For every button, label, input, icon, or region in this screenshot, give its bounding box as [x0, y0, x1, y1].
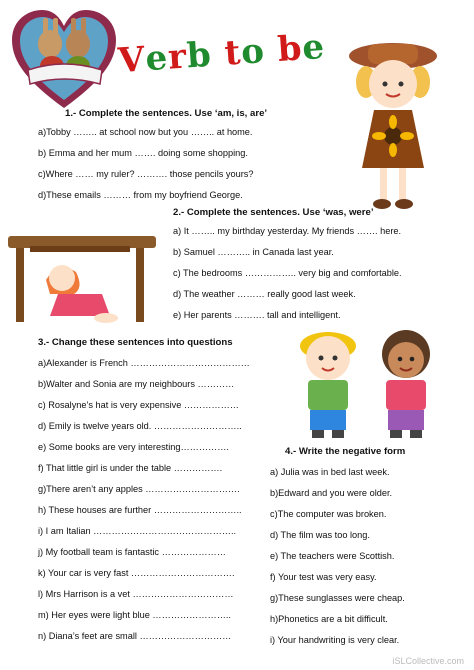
section-1-item: d)These emails ……… from my boyfriend George.: [38, 190, 243, 200]
title-letter: b: [185, 34, 214, 77]
title-letter: e: [301, 26, 327, 69]
section-1-item: c)Where …… my ruler? ………. those pencils yours?: [38, 169, 254, 179]
section-2-item: c) The bedrooms …………….. very big and comfortable.: [173, 268, 402, 278]
section-1-item: a)Tobby …….. at school now but you …….. at home.: [38, 127, 253, 137]
section-4-item: g)These sunglasses were cheap.: [270, 593, 405, 603]
section-3-item: j) My football team is fantastic …………………: [38, 547, 226, 557]
title-letter: V: [116, 39, 147, 82]
section-4-item: i) Your handwriting is very clear.: [270, 635, 400, 645]
section-2-heading: 2.- Complete the sentences. Use ‘was, were’: [173, 207, 374, 218]
section-3-item: n) Diana’s feet are small …………………………: [38, 631, 232, 641]
section-3-item: e) Some books are very interesting…………….: [38, 442, 229, 452]
section-3-heading: 3.- Change these sentences into questions: [38, 337, 233, 348]
title-letter: b: [276, 28, 304, 71]
section-1-heading: 1.- Complete the sentences. Use ‘am, is, are’: [65, 108, 268, 119]
section-4-item: a) Julia was in bed last week.: [270, 467, 390, 477]
section-4-item: e) The teachers were Scottish.: [270, 551, 395, 561]
title-letter: t: [223, 32, 243, 74]
section-4-item: d) The film was too long.: [270, 530, 370, 540]
section-3-item: f) That little girl is under the table …………….: [38, 463, 223, 473]
section-3-item: c) Rosalyne’s hat is very expensive ………………: [38, 400, 239, 410]
section-3-item: a)Alexander is French …………………………………: [38, 358, 250, 368]
title-letter: o: [239, 31, 267, 73]
section-2-item: b) Samuel ……….. in Canada last year.: [173, 247, 334, 257]
section-3-item: i) I am Italian ………………………………………..: [38, 526, 237, 536]
page-title: [117, 27, 327, 81]
footer-watermark: iSLCollective.com: [392, 656, 464, 666]
section-3-item: h) These houses are further ………………………..: [38, 505, 242, 515]
section-4-item: f) Your test was very easy.: [270, 572, 377, 582]
bunny-heart-illustration: [8, 4, 120, 116]
section-1-item: b) Emma and her mum ……. doing some shopping.: [38, 148, 248, 158]
section-2-item: a) It …….. my birthday yesterday. My friends ……. here.: [173, 226, 402, 236]
title-letter: r: [166, 36, 189, 78]
title-letter: e: [144, 37, 170, 80]
two-kids-illustration: [282, 318, 458, 440]
section-3-item: d) Emily is twelve years old. ………………………..: [38, 421, 242, 431]
section-4-item: b)Edward and you were older.: [270, 488, 393, 498]
section-4-item: c)The computer was broken.: [270, 509, 387, 519]
girl-under-table-illustration: [6, 232, 158, 324]
section-3-item: m) Her eyes were light blue ……………………..: [38, 610, 231, 620]
section-3-item: b)Walter and Sonia are my neighbours …………: [38, 379, 235, 389]
section-3-item: l) Mrs Harrison is a vet ……………………………: [38, 589, 234, 599]
section-4-item: h)Phonetics are a bit difficult.: [270, 614, 388, 624]
section-2-item: d) The weather ……… really good last week.: [173, 289, 356, 299]
section-4-heading: 4.- Write the negative form: [285, 446, 406, 457]
section-2-item: e) Her parents ………. tall and intelligent.: [173, 310, 341, 320]
section-3-item: g)There aren’t any apples ………………………….: [38, 484, 240, 494]
section-3-item: k) Your car is very fast …………………………….: [38, 568, 235, 578]
girl-with-sunflower-illustration: [340, 40, 446, 218]
